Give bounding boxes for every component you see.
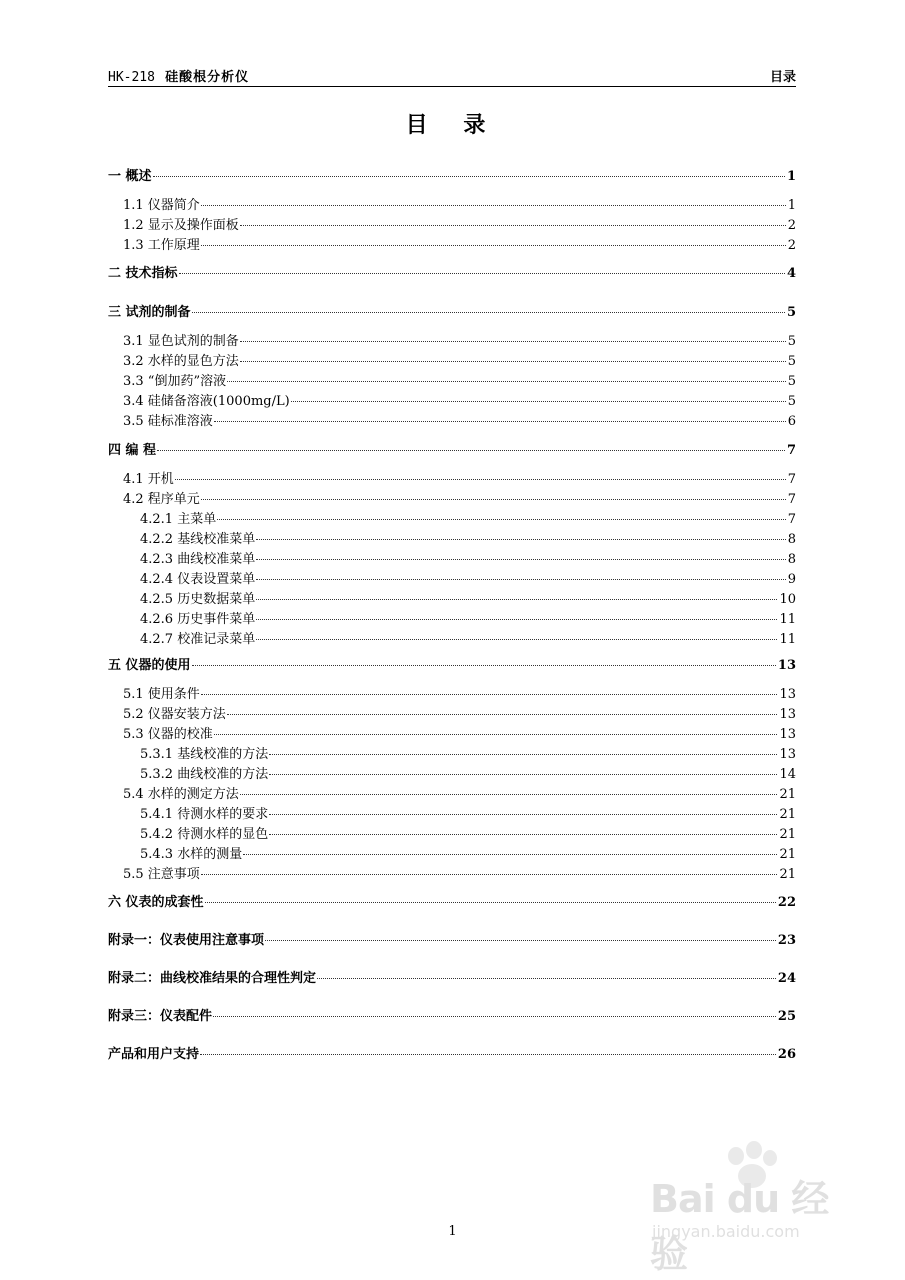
toc-entry-page: 7	[787, 512, 796, 527]
toc-entry-label: 3.4 硅储备溶液(1000mg/L)	[123, 394, 290, 409]
toc-entry-page: 11	[779, 612, 796, 627]
toc-entry-label: 六 仪表的成套性	[108, 895, 204, 910]
toc-entry[interactable]	[108, 1045, 796, 1065]
toc-entry-page: 7	[786, 443, 796, 458]
toc-dot-leader	[291, 400, 786, 402]
toc-entry-page: 13	[779, 687, 796, 702]
toc-dot-leader	[214, 420, 786, 422]
toc-entry-page: 21	[779, 807, 796, 822]
toc-dot-leader	[213, 1015, 776, 1017]
toc-entry[interactable]	[108, 865, 796, 885]
toc-entry-page: 5	[787, 334, 796, 349]
baidu-jingyan-watermark	[650, 1138, 850, 1276]
toc-entry-label: 1.1 仪器简介	[123, 198, 200, 213]
toc-entry[interactable]	[108, 685, 796, 705]
toc-entry-label: 产品和用户支持	[108, 1047, 200, 1062]
header-section: 目录	[769, 70, 796, 85]
toc-entry-page: 1	[787, 198, 796, 213]
toc-entry-label: 4.2.1 主菜单	[140, 512, 217, 527]
toc-entry-label: 5.4.3 水样的测量	[140, 847, 243, 862]
toc-entry[interactable]	[108, 785, 796, 805]
toc-entry[interactable]	[108, 470, 796, 490]
toc-entry[interactable]	[108, 412, 796, 432]
toc-dot-leader	[240, 793, 778, 795]
toc-entry-label: 4.2 程序单元	[123, 492, 200, 507]
toc-entry-page: 4	[786, 266, 796, 281]
toc-dot-leader	[175, 478, 786, 480]
toc-entry-label: 5.4.2 待测水样的显色	[140, 827, 269, 842]
header-left	[108, 66, 249, 85]
toc-entry-label: 1.3 工作原理	[123, 238, 200, 253]
toc-dot-leader	[217, 518, 786, 520]
toc-entry-page: 5	[787, 354, 796, 369]
toc-dot-leader	[157, 449, 785, 451]
toc-dot-leader	[256, 618, 777, 620]
toc-entry[interactable]	[108, 893, 796, 913]
toc-entry[interactable]	[108, 510, 796, 530]
toc-entry[interactable]	[108, 490, 796, 510]
toc-entry-label: 3.5 硅标准溶液	[123, 414, 213, 429]
toc-entry-label: 一 概述	[108, 169, 152, 184]
toc-dot-leader	[265, 939, 776, 941]
toc-entry[interactable]	[108, 765, 796, 785]
toc-entry[interactable]	[108, 705, 796, 725]
toc-entry[interactable]	[108, 570, 796, 590]
toc-entry-label: 附录三：仪表配件	[108, 1009, 213, 1024]
toc-entry-page: 5	[786, 305, 796, 320]
toc-entry[interactable]	[108, 264, 796, 284]
toc-entry-label: 4.2.5 历史数据菜单	[140, 592, 256, 607]
toc-dot-leader	[269, 833, 777, 835]
toc-entry-label: 四 编 程	[108, 443, 157, 458]
toc-dot-leader	[201, 244, 786, 246]
toc-entry-page: 7	[787, 472, 796, 487]
toc-dot-leader	[214, 733, 778, 735]
toc-entry-page: 5	[787, 374, 796, 389]
toc-entry[interactable]	[108, 352, 796, 372]
toc-dot-leader	[201, 693, 778, 695]
toc-entry-label: 5.4.1 待测水样的要求	[140, 807, 269, 822]
toc-entry-page: 8	[787, 552, 796, 567]
toc-entry-label: 4.2.4 仪表设置菜单	[140, 572, 256, 587]
toc-dot-leader	[192, 664, 776, 666]
watermark-brand: Bai du 经验	[650, 1177, 829, 1276]
toc-entry-page: 13	[779, 707, 796, 722]
toc-dot-leader	[227, 380, 786, 382]
toc-dot-leader	[192, 311, 785, 313]
toc-entry-page: 14	[779, 767, 796, 782]
toc-entry-label: 4.2.2 基线校准菜单	[140, 532, 256, 547]
toc-entry-page: 9	[787, 572, 796, 587]
toc-dot-leader	[243, 853, 777, 855]
toc-dot-leader	[201, 498, 786, 500]
toc-entry-label: 5.3.1 基线校准的方法	[140, 747, 269, 762]
toc-entry-page: 10	[779, 592, 796, 607]
toc-entry-label: 3.2 水样的显色方法	[123, 354, 239, 369]
page-header	[108, 64, 796, 87]
toc-dot-leader	[256, 578, 786, 580]
toc-entry[interactable]	[108, 825, 796, 845]
header-model: HK-218	[108, 70, 155, 85]
toc-entry-page: 1	[786, 169, 796, 184]
toc-dot-leader	[317, 977, 776, 979]
toc-entry-page: 21	[779, 827, 796, 842]
toc-dot-leader	[256, 638, 777, 640]
watermark-url: jingyan.baidu.com	[652, 1222, 800, 1241]
toc-entry-page: 22	[777, 895, 796, 910]
toc-entry-page: 5	[787, 394, 796, 409]
toc-entry-page: 13	[779, 747, 796, 762]
toc-dot-leader	[201, 204, 786, 206]
toc-entry-page: 6	[787, 414, 796, 429]
toc-entry-page: 8	[787, 532, 796, 547]
toc-entry[interactable]	[108, 1007, 796, 1027]
page-number: 1	[448, 1224, 457, 1239]
toc-entry[interactable]	[108, 372, 796, 392]
toc-entry-label: 5.5 注意事项	[123, 867, 200, 882]
toc-entry-label: 5.1 使用条件	[123, 687, 200, 702]
toc-entry[interactable]	[108, 530, 796, 550]
toc-entry-page: 11	[779, 632, 796, 647]
toc-entry-label: 4.1 开机	[123, 472, 174, 487]
toc-entry[interactable]	[108, 392, 796, 412]
toc-entry-page: 25	[777, 1009, 796, 1024]
toc-dot-leader	[240, 360, 786, 362]
toc-entry-label: 5.2 仪器安装方法	[123, 707, 226, 722]
toc-entry[interactable]	[108, 630, 796, 650]
toc-entry-page: 24	[777, 971, 796, 986]
toc-entry-page: 26	[777, 1047, 796, 1062]
toc-entry-page: 23	[777, 933, 796, 948]
toc-entry-page: 21	[779, 867, 796, 882]
toc-entry-label: 三 试剂的制备	[108, 305, 191, 320]
toc-dot-leader	[269, 753, 777, 755]
toc-dot-leader	[269, 813, 777, 815]
toc-entry[interactable]	[108, 332, 796, 352]
toc-entry[interactable]	[108, 550, 796, 570]
toc-entry[interactable]	[108, 745, 796, 765]
toc-entry-label: 5.4 水样的测定方法	[123, 787, 239, 802]
toc-dot-leader	[269, 773, 777, 775]
header-product-name: 硅酸根分析仪	[165, 70, 250, 85]
toc-entry[interactable]	[108, 610, 796, 630]
toc-entry[interactable]	[108, 167, 796, 187]
toc-entry[interactable]	[108, 441, 796, 461]
toc-entry-label: 五 仪器的使用	[108, 658, 191, 673]
toc-entry[interactable]	[108, 931, 796, 951]
toc-entry-label: 5.3 仪器的校准	[123, 727, 213, 742]
toc-dot-leader	[227, 713, 778, 715]
toc-dot-leader	[205, 901, 776, 903]
toc-entry-label: 3.3 “倒加药”溶液	[123, 374, 227, 389]
toc-entry-label: 二 技术指标	[108, 266, 178, 281]
toc-dot-leader	[201, 873, 778, 875]
toc-entry-label: 4.2.3 曲线校准菜单	[140, 552, 256, 567]
toc-entry[interactable]	[108, 845, 796, 865]
toc-dot-leader	[153, 175, 785, 177]
toc-dot-leader	[240, 340, 786, 342]
toc-entry[interactable]	[108, 590, 796, 610]
toc-entry-label: 5.3.2 曲线校准的方法	[140, 767, 269, 782]
toc-dot-leader	[256, 538, 786, 540]
toc-entry-page: 13	[777, 658, 796, 673]
toc-entry[interactable]	[108, 196, 796, 216]
toc-entry-label: 1.2 显示及操作面板	[123, 218, 239, 233]
toc-entry-label: 附录一：仪表使用注意事项	[108, 933, 265, 948]
toc-entry-label: 附录二：曲线校准结果的合理性判定	[108, 971, 317, 986]
toc-entry-label: 4.2.6 历史事件菜单	[140, 612, 256, 627]
toc-entry-page: 21	[779, 847, 796, 862]
toc-entry[interactable]	[108, 303, 796, 323]
toc-entry-page: 7	[787, 492, 796, 507]
toc-entry-page: 2	[787, 218, 796, 233]
toc-dot-leader	[256, 598, 777, 600]
toc-entry-label: 3.1 显色试剂的制备	[123, 334, 239, 349]
toc-dot-leader	[240, 224, 786, 226]
toc-entry[interactable]	[108, 725, 796, 745]
toc-dot-leader	[200, 1053, 776, 1055]
toc-entry-page: 21	[779, 787, 796, 802]
toc-entry-page: 2	[787, 238, 796, 253]
toc-entry[interactable]	[108, 236, 796, 256]
toc-entry-label: 4.2.7 校准记录菜单	[140, 632, 256, 647]
toc-dot-leader	[179, 272, 785, 274]
page-title: 目 录	[405, 112, 500, 138]
toc-entry[interactable]	[108, 216, 796, 236]
toc-entry[interactable]	[108, 969, 796, 989]
toc-dot-leader	[256, 558, 786, 560]
toc-entry-page: 13	[779, 727, 796, 742]
toc-entry[interactable]	[108, 805, 796, 825]
toc-entry[interactable]	[108, 656, 796, 676]
